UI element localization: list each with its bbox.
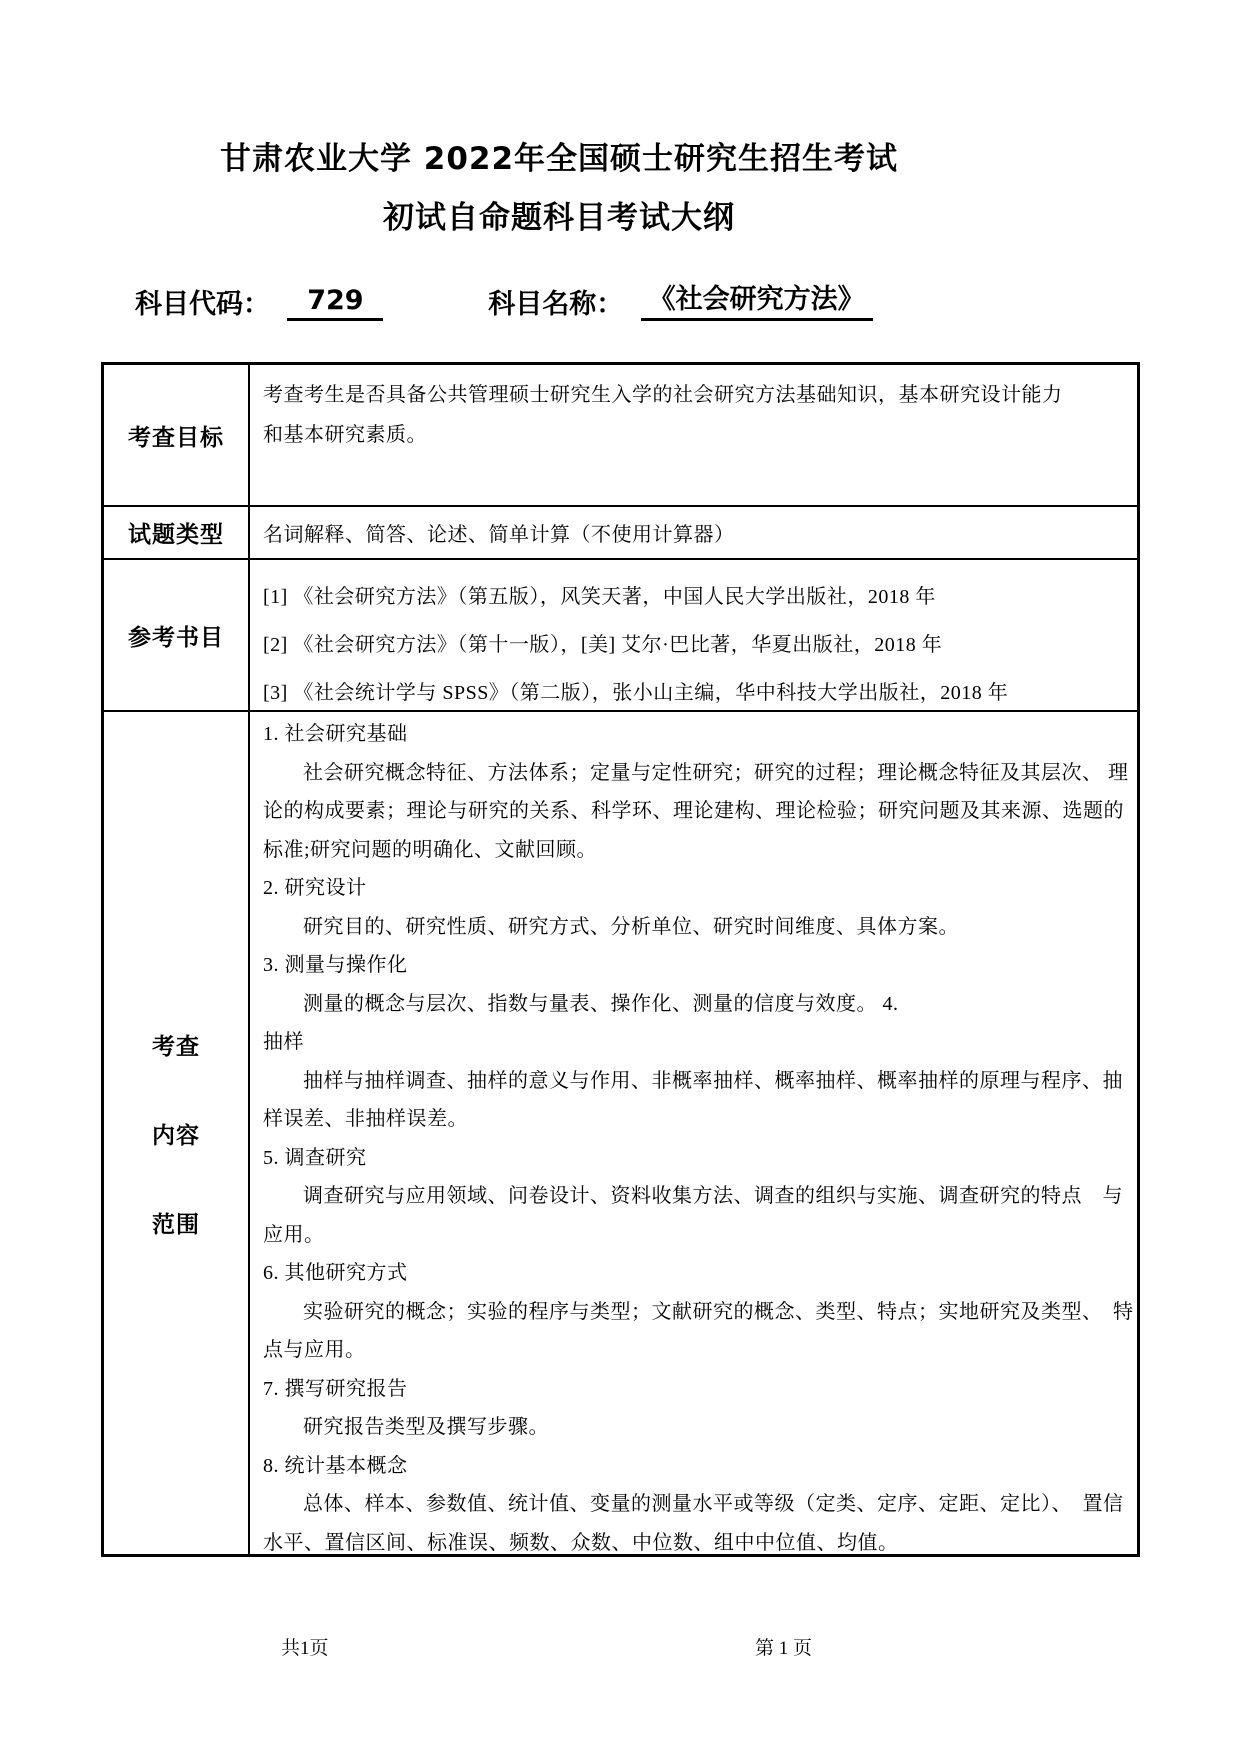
document-title-line2: 初试自命题科目考试大纲 (383, 200, 735, 236)
exam-scope-item: 总体、样本、参数值、统计值、变量的测量水平或等级（定类、定序、定距、定比）、 置信水平、置信区间、标准误、频数、众数、中位数、组中中位值、均值。 (263, 1493, 1124, 1554)
footer-page-number: 第 1 页 (755, 1638, 813, 1659)
subject-code-label: 科目代码： (135, 289, 270, 320)
exam-scope-label-line: 考查 (152, 1033, 200, 1060)
reference-book-entry: [3] 《社会统计学与 SPSS》（第二版），张小山主编，华中科技大学出版社，2018 年 (263, 682, 1009, 704)
exam-scope-label-line: 范围 (152, 1211, 200, 1238)
row-label-exam-scope (104, 712, 250, 1554)
question-types-text: 名词解释、简答、论述、简单计算（不使用计算器） (263, 524, 735, 546)
exam-scope-item: 测量的概念与层次、指数与量表、操作化、测量的信度与效度。 4. (303, 992, 899, 1015)
exam-outline-table (101, 362, 1140, 1557)
exam-scope-item: 5. 调查研究 (263, 1146, 367, 1169)
question-types-content (250, 507, 1137, 560)
exam-scope-item: 7. 撰写研究报告 (263, 1377, 408, 1400)
reference-book-entry: [1] 《社会研究方法》（第五版），风笑天著，中国人民大学出版社，2018 年 (263, 586, 936, 608)
row-label-question-types: 试题类型 (104, 507, 250, 560)
exam-scope-item: 抽样与抽样调查、抽样的意义与作用、非概率抽样、概率抽样、概率抽样的原理与程序、抽样误差、非抽样误差。 (263, 1069, 1123, 1130)
subject-code-value: 729 (287, 285, 383, 321)
row-label-exam-objectives: 考查目标 (104, 365, 250, 507)
subject-name-label: 科目名称： (488, 289, 624, 320)
subject-name-value: 《社会研究方法》 (641, 277, 873, 321)
exam-scope-item: 抽样 (263, 1031, 304, 1053)
exam-scope-item: 研究目的、研究性质、研究方式、分析单位、研究时间维度、具体方案。 (303, 915, 959, 938)
reference-book-entry: [2] 《社会研究方法》（第十一版），[美] 艾尔·巴比著，华夏出版社，2018 年 (263, 634, 943, 656)
document-title-line1: 甘肃农业大学 2022年全国硕士研究生招生考试 (219, 141, 899, 177)
exam-scope-item: 研究报告类型及撰写步骤。 (303, 1416, 549, 1438)
exam-scope-item: 6. 其他研究方式 (263, 1262, 408, 1284)
exam-scope-item: 2. 研究设计 (263, 877, 367, 899)
exam-scope-content (250, 712, 1137, 1554)
row-label-reference-books: 参考书目 (104, 560, 250, 712)
exam-scope-item: 调查研究与应用领域、问卷设计、资料收集方法、调查的组织与实施、调查研究的特点 与应用。 (263, 1185, 1123, 1246)
subject-line (135, 277, 873, 321)
exam-scope-item: 1. 社会研究基础 (263, 723, 408, 745)
exam-scope-label-line: 内容 (152, 1122, 200, 1149)
exam-objectives-content (250, 365, 1137, 507)
reference-books-content (250, 560, 1137, 712)
exam-objectives-text: 考查考生是否具备公共管理硕士研究生入学的社会研究方法基础知识，基本研究设计能力和基本研究素质。 (263, 384, 1063, 446)
exam-scope-item: 3. 测量与操作化 (263, 954, 408, 976)
exam-scope-item: 社会研究概念特征、方法体系；定量与定性研究；研究的过程；理论概念特征及其层次、 理论的构成要素；理论与研究的关系、科学环、理论建构、理论检验；研究问题及其来源、选题的标准;研究问题的明确化、文献回顾。 (263, 761, 1129, 861)
footer-total-pages: 共1页 (281, 1638, 329, 1659)
exam-scope-item: 实验研究的概念；实验的程序与类型；文献研究的概念、类型、特点；实地研究及类型、 特点与应用。 (263, 1300, 1134, 1361)
exam-scope-item: 8. 统计基本概念 (263, 1454, 408, 1477)
